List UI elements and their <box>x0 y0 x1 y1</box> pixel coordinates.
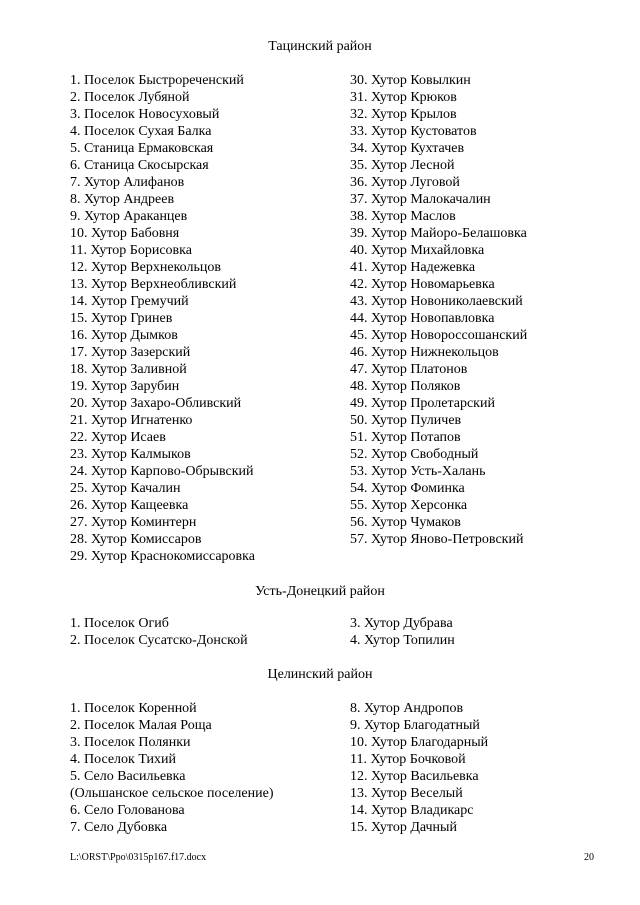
list-item: 11. Хутор Бочковой <box>350 752 466 767</box>
list-item: 6. Станица Скосырская <box>70 158 209 173</box>
list-item: 2. Поселок Сусатско-Донской <box>70 633 248 648</box>
list-item: 4. Поселок Сухая Балка <box>70 124 212 139</box>
list-item: 27. Хутор Коминтерн <box>70 515 197 530</box>
list-item: 32. Хутор Крылов <box>350 107 457 122</box>
list-item: 5. Село Васильевка <box>70 769 186 784</box>
list-item: 28. Хутор Комиссаров <box>70 532 202 547</box>
list-item: 8. Хутор Андреев <box>70 192 175 207</box>
section-title-tselinsky: Целинский район <box>267 667 373 682</box>
list-item: 34. Хутор Кухтачев <box>350 141 465 156</box>
list-item: 9. Хутор Араканцев <box>70 209 188 224</box>
footer-file-path: L:\ORST\Ppo\0315p167.f17.docx <box>70 852 207 863</box>
list-item: 44. Хутор Новопавловка <box>350 311 495 326</box>
list-item: 35. Хутор Лесной <box>350 158 455 173</box>
list-item: 37. Хутор Малокачалин <box>350 192 491 207</box>
list-item: 15. Хутор Гринев <box>70 311 173 326</box>
list-item: 9. Хутор Благодатный <box>350 718 480 733</box>
list-item: 56. Хутор Чумаков <box>350 515 461 530</box>
list-item: 1. Поселок Огиб <box>70 616 169 631</box>
list-item: 33. Хутор Кустоватов <box>350 124 477 139</box>
list-item: (Ольшанское сельское поселение) <box>70 786 274 801</box>
list-item: 30. Хутор Ковылкин <box>350 73 471 88</box>
list-item: 50. Хутор Пуличев <box>350 413 462 428</box>
list-item: 10. Хутор Бабовня <box>70 226 180 241</box>
list-item: 2. Поселок Малая Роща <box>70 718 212 733</box>
list-item: 36. Хутор Луговой <box>350 175 460 190</box>
list-item: 42. Хутор Новомарьевка <box>350 277 495 292</box>
list-item: 14. Хутор Гремучий <box>70 294 189 309</box>
list-item: 2. Поселок Лубяной <box>70 90 190 105</box>
list-item: 1. Поселок Коренной <box>70 701 197 716</box>
list-item: 13. Хутор Веселый <box>350 786 463 801</box>
list-item: 41. Хутор Надежевка <box>350 260 476 275</box>
list-item: 40. Хутор Михайловка <box>350 243 485 258</box>
list-item: 53. Хутор Усть-Халань <box>350 464 486 479</box>
list-item: 13. Хутор Верхнеобливский <box>70 277 237 292</box>
list-item: 3. Поселок Новосуховый <box>70 107 220 122</box>
list-item: 47. Хутор Платонов <box>350 362 468 377</box>
list-item: 5. Станица Ермаковская <box>70 141 214 156</box>
list-item: 21. Хутор Игнатенко <box>70 413 193 428</box>
list-item: 49. Хутор Пролетарский <box>350 396 495 411</box>
list-item: 20. Хутор Захаро-Обливский <box>70 396 242 411</box>
list-item: 51. Хутор Потапов <box>350 430 461 445</box>
list-item: 19. Хутор Зарубин <box>70 379 180 394</box>
section-title-tatsinsky: Тацинский район <box>268 39 372 54</box>
list-item: 18. Хутор Заливной <box>70 362 187 377</box>
list-item: 39. Хутор Майоро-Белашовка <box>350 226 527 241</box>
list-item: 8. Хутор Андропов <box>350 701 464 716</box>
list-item: 4. Хутор Топилин <box>350 633 455 648</box>
list-item: 46. Хутор Нижнекольцов <box>350 345 499 360</box>
list-item: 55. Хутор Херсонка <box>350 498 468 513</box>
list-item: 57. Хутор Яново-Петровский <box>350 532 524 547</box>
list-left-ust-donetsky <box>70 615 248 649</box>
list-item: 25. Хутор Качалин <box>70 481 181 496</box>
list-item: 29. Хутор Краснокомиссаровка <box>70 549 255 564</box>
list-item: 17. Хутор Зазерский <box>70 345 191 360</box>
list-item: 10. Хутор Благодарный <box>350 735 489 750</box>
list-item: 1. Поселок Быстрореченский <box>70 73 244 88</box>
list-item: 43. Хутор Новониколаевский <box>350 294 523 309</box>
list-item: 12. Хутор Верхнекольцов <box>70 260 221 275</box>
list-item: 15. Хутор Дачный <box>350 820 457 835</box>
list-item: 3. Хутор Дубрава <box>350 616 453 631</box>
list-right-ust-donetsky <box>350 615 455 649</box>
list-item: 6. Село Голованова <box>70 803 185 818</box>
list-item: 31. Хутор Крюков <box>350 90 457 105</box>
list-item: 23. Хутор Калмыков <box>70 447 191 462</box>
list-right-tselinsky <box>350 700 488 836</box>
list-item: 22. Хутор Исаев <box>70 430 166 445</box>
list-item: 24. Хутор Карпово-Обрывский <box>70 464 254 479</box>
list-item: 38. Хутор Маслов <box>350 209 456 224</box>
list-item: 12. Хутор Васильевка <box>350 769 479 784</box>
list-item: 54. Хутор Фоминка <box>350 481 465 496</box>
list-item: 16. Хутор Дымков <box>70 328 178 343</box>
list-item: 48. Хутор Поляков <box>350 379 461 394</box>
list-item: 26. Хутор Кащеевка <box>70 498 189 513</box>
section-title-ust-donetsky: Усть-Донецкий район <box>255 584 385 599</box>
list-item: 3. Поселок Полянки <box>70 735 191 750</box>
list-item: 52. Хутор Свободный <box>350 447 479 462</box>
list-left-tselinsky <box>70 700 273 836</box>
list-right-tatsinsky <box>350 72 527 548</box>
list-item: 14. Хутор Владикарс <box>350 803 474 818</box>
footer-page-number: 20 <box>584 852 594 863</box>
list-left-tatsinsky <box>70 72 255 565</box>
list-item: 7. Хутор Алифанов <box>70 175 185 190</box>
list-item: 11. Хутор Борисовка <box>70 243 192 258</box>
list-item: 45. Хутор Новороссошанский <box>350 328 528 343</box>
list-item: 4. Поселок Тихий <box>70 752 177 767</box>
list-item: 7. Село Дубовка <box>70 820 168 835</box>
